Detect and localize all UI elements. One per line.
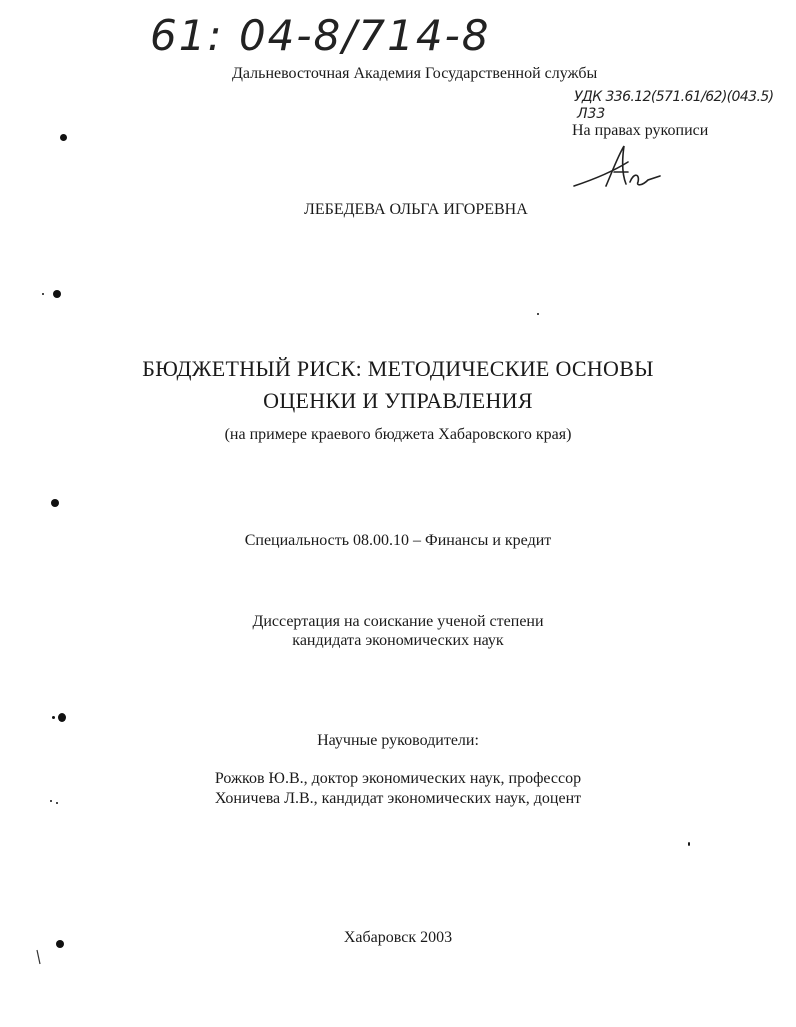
binding-hole-mark: [51, 499, 59, 507]
library-code: Л33: [577, 106, 606, 122]
thesis-subtitle: (на примере краевого бюджета Хабаровского края): [224, 426, 572, 443]
binding-hole-mark: [58, 713, 66, 722]
thesis-title-line2: ОЦЕНКИ И УПРАВЛЕНИЯ: [263, 388, 533, 413]
binding-hole-mark: [60, 134, 67, 141]
scan-speck: [52, 716, 55, 719]
degree-line2: кандидата экономических наук: [292, 632, 504, 649]
binding-hole-mark: [53, 290, 61, 298]
supervisor-item: Рожков Ю.В., доктор экономических наук, профессор: [214, 770, 582, 787]
rights-note: На правах рукописи: [572, 122, 709, 139]
institution-name: Дальневосточная Академия Государственной службы: [232, 65, 598, 82]
supervisor-item: Хоничева Л.В., кандидат экономических наук, доцент: [214, 790, 582, 807]
scan-speck: [34, 948, 44, 966]
specialty: Специальность 08.00.10 – Финансы и кредит: [244, 532, 552, 549]
place-year: Хабаровск 2003: [343, 929, 453, 946]
udk-code: УДК 336.12(571.61/62)(043.5): [574, 89, 774, 105]
scan-speck: [56, 802, 58, 804]
archive-code: 61: 04-8/714-8: [150, 11, 491, 60]
scan-speck: [42, 293, 44, 295]
binding-hole-mark: [56, 940, 64, 948]
author-name: ЛЕБЕДЕВА ОЛЬГА ИГОРЕВНА: [304, 201, 528, 218]
scan-speck: [688, 842, 690, 846]
author-signature: [568, 142, 668, 194]
degree-line1: Диссертация на соискание ученой степени: [252, 613, 544, 630]
scan-speck: [50, 800, 52, 802]
scan-speck: [537, 313, 539, 315]
thesis-title-line1: БЮДЖЕТНЫЙ РИСК: МЕТОДИЧЕСКИЕ ОСНОВЫ: [142, 356, 654, 381]
supervisors-heading: Научные руководители:: [317, 732, 479, 749]
